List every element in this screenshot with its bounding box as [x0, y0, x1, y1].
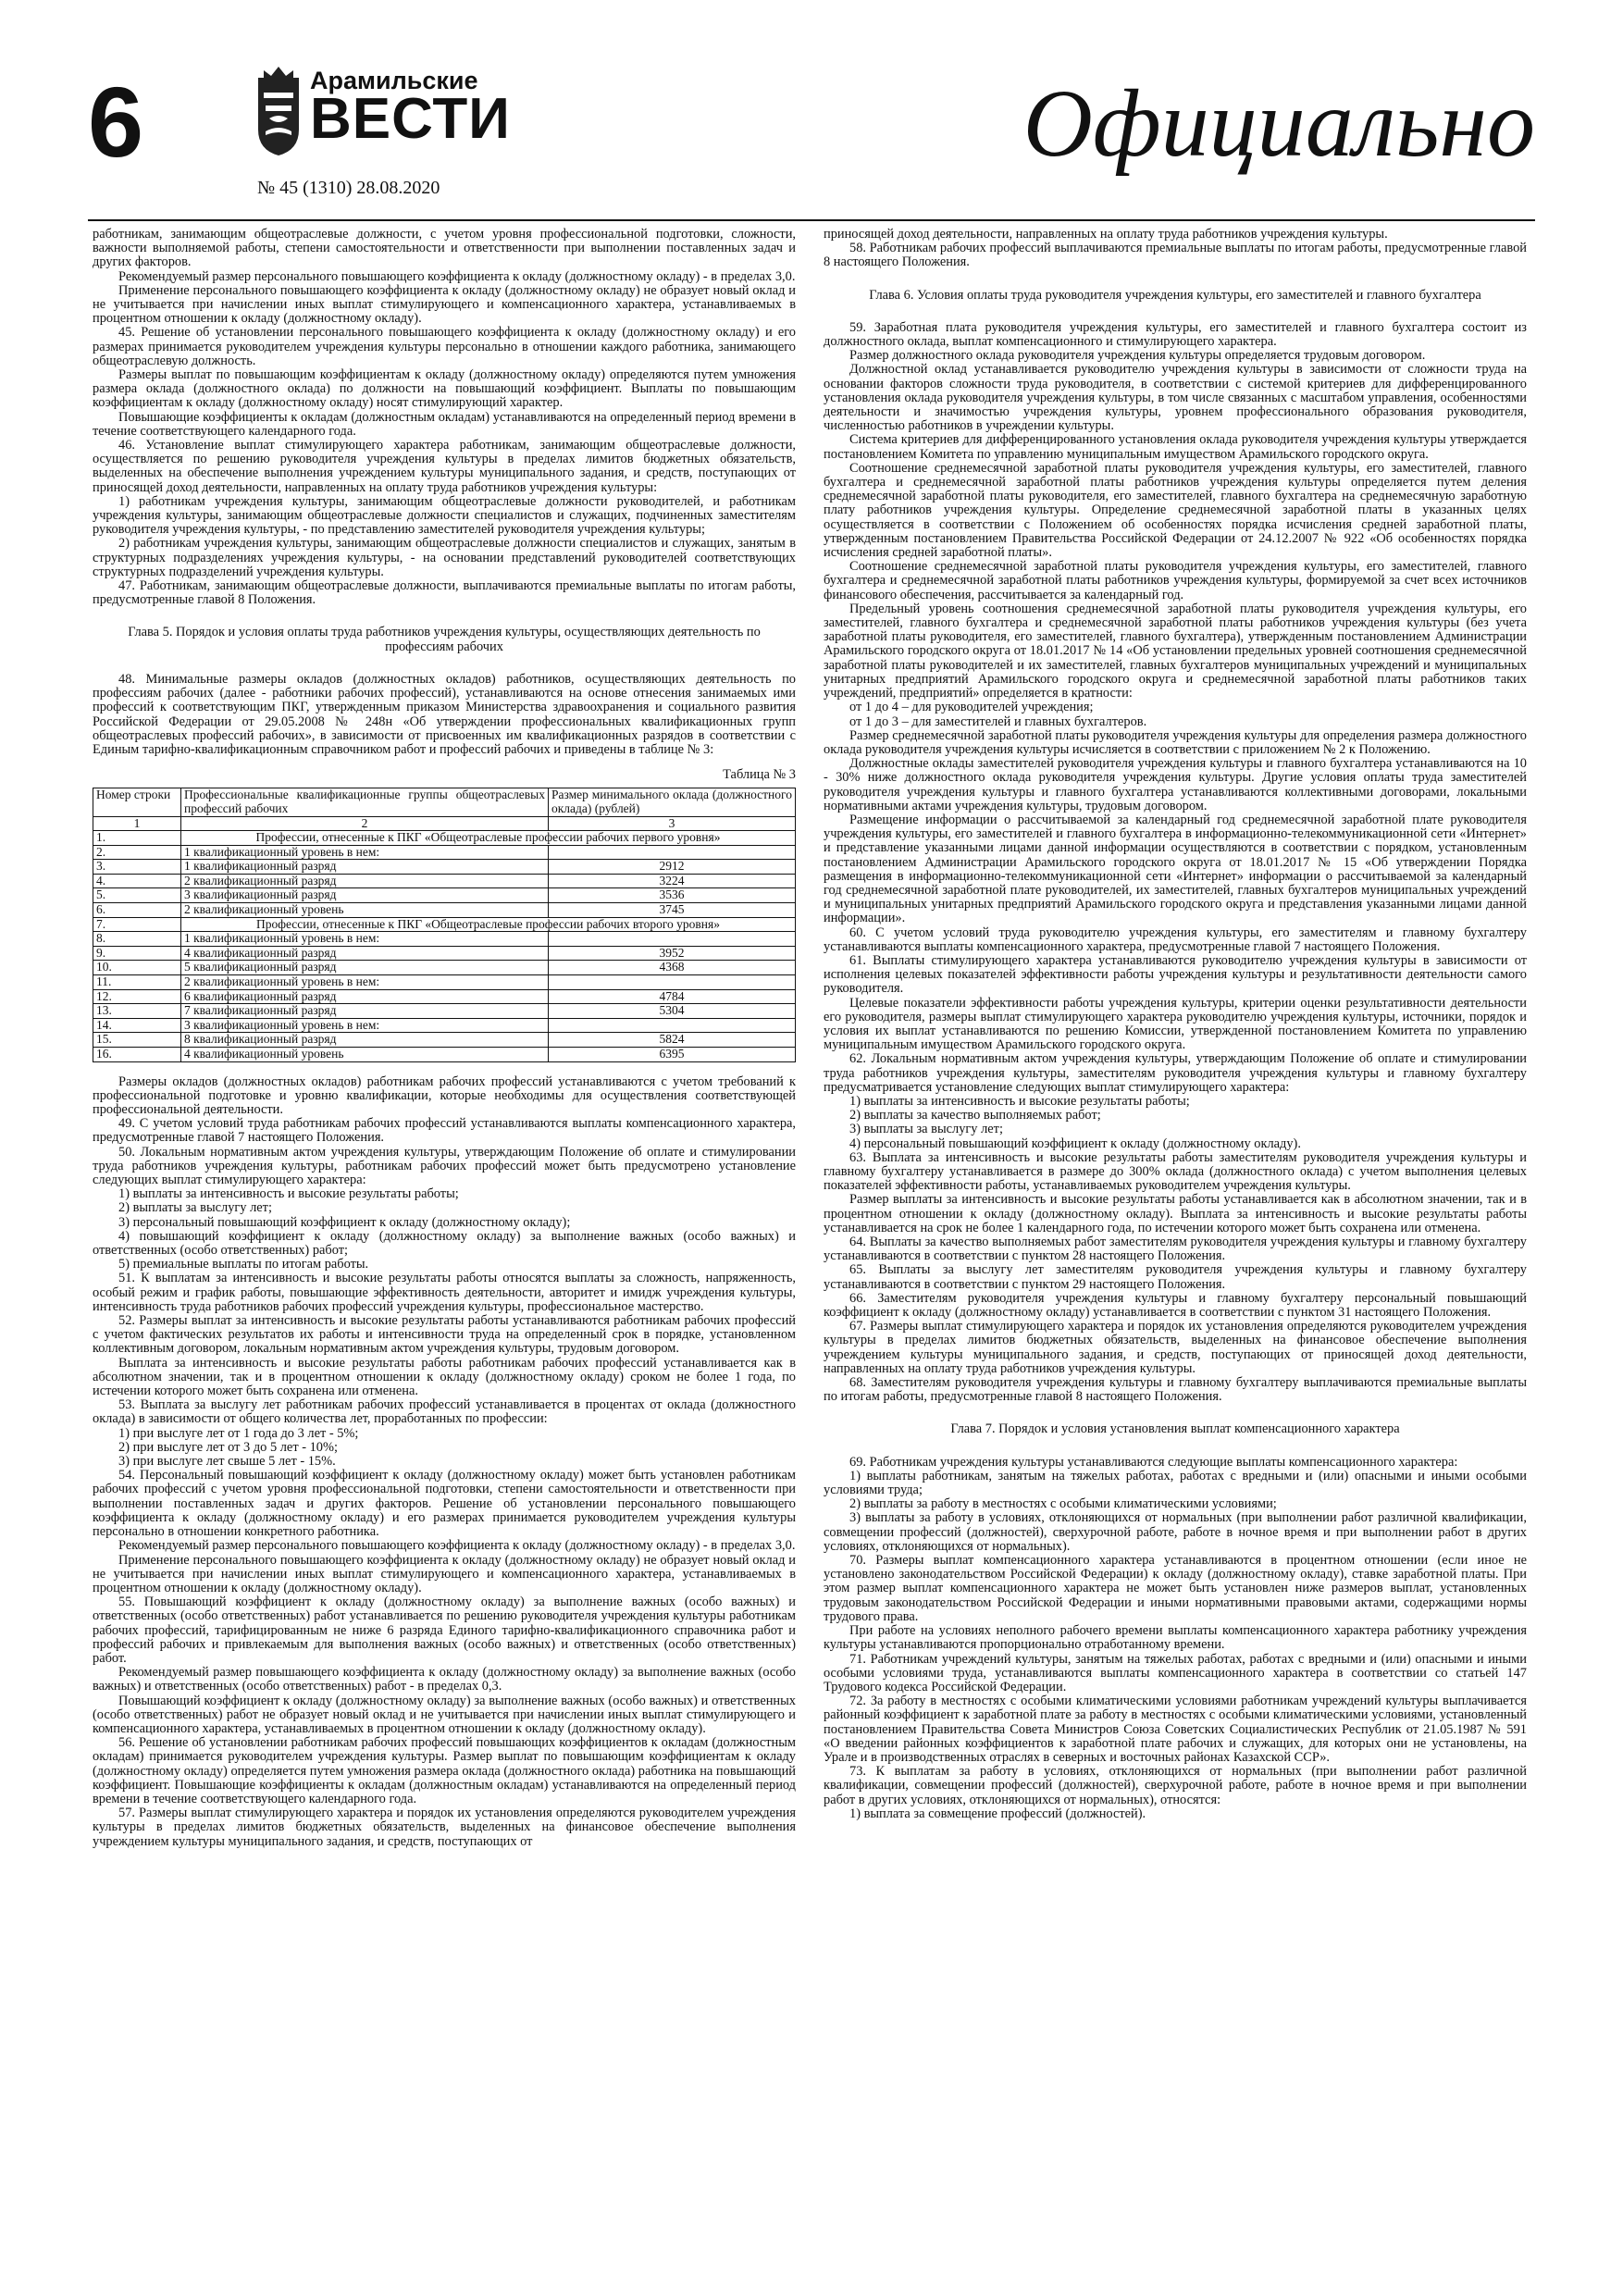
- table-index-row: [93, 816, 796, 831]
- paragraph: 1) выплаты за интенсивность и высокие результаты работы;: [849, 1093, 1190, 1109]
- table-cell: Профессии, отнесенные к ПКГ «Общеотраслевые профессии рабочих первого уровня»: [181, 831, 796, 846]
- paragraph: Применение персонального повышающего коэффициента к окладу (должностному окладу) не образует новый оклад и не учитывается при начислении иных выплат стимулирующего и компенсационного характера, устанавливаемых в процентном отношении к окладу (должностному окладу).: [93, 282, 796, 327]
- table-cell: 4784: [549, 989, 796, 1004]
- paragraph: приносящей доход деятельности, направленных на оплату труда работников учреждения культуры.: [824, 228, 1388, 242]
- paragraph: 1) при выслуге лет от 1 года до 3 лет - 5%;: [118, 1425, 359, 1441]
- paragraph: 2) выплаты за выслугу лет;: [118, 1200, 272, 1216]
- section-title: Официально: [1022, 70, 1535, 177]
- paragraph: 63. Выплата за интенсивность и высокие результаты работы заместителям руководителя учреждения культуры и главному бухгалтеру устанавливается в размере до 300% оклада (должностного оклада) с учетом выполнения целевых показателей эффективности работы, устанавливаемых руководителем учреждения культуры.: [824, 1149, 1527, 1194]
- table-row: [93, 961, 796, 975]
- table-cell: 3952: [549, 946, 796, 961]
- paragraph: 68. Заместителям руководителя учреждения культуры и главному бухгалтеру выплачиваются премиальные выплаты по итогам работы, предусмотренные главой 8 настоящего Положения.: [824, 1375, 1527, 1405]
- paragraph: 1) выплаты за интенсивность и высокие результаты работы;: [118, 1186, 459, 1202]
- table-row: [93, 989, 796, 1004]
- paragraph: 57. Размеры выплат стимулирующего характера и порядок их установления определяются руководителем учреждения культуры в пределах лимитов бюджетных обязательств, выделенных на финансовое обеспечение выполнения учреждением культуры муниципального задания, и средств, поступающих от: [93, 1806, 796, 1849]
- table-cell: 15.: [93, 1033, 181, 1048]
- paragraph: При работе на условиях неполного рабочего времени выплаты компенсационного характера работнику учреждения культуры устанавливаются пропорционально отработанному времени.: [824, 1623, 1527, 1653]
- paragraph: Целевые показатели эффективности работы учреждения культуры, критерии оценки результативности деятельности его руководителя, размеры выплат стимулирующего характера руководителю учреждения культуры, источники, порядок и условия их выплат устанавливаются по решению Комиссии, утвержденной постановлением Комитета по управлению муниципальным имуществом Арамильского городского округа.: [824, 995, 1527, 1053]
- table-row: [93, 1004, 796, 1019]
- right-paragraphs-b: [824, 321, 1527, 1405]
- paragraph: Размер среднемесячной заработной платы руководителя учреждения культуры для определения размера должностного оклада руководителя учреждения культуры исчисляется в соответствии с приложением № 2 к Положению.: [824, 727, 1527, 757]
- table-cell: 8 квалификационный разряд: [181, 1033, 549, 1048]
- table-cell: [549, 845, 796, 860]
- paragraph: Соотношение среднемесячной заработной платы руководителя учреждения культуры, его заместителей, главного бухгалтера и среднемесячной заработной платы работников учреждения культуры, формируемой за счет всех источников финансового обеспечения, рассчитывается за календарный год.: [824, 559, 1527, 602]
- brand-title: ВЕСТИ: [310, 87, 511, 151]
- table-cell: 5824: [549, 1033, 796, 1048]
- table-cell: 3224: [549, 874, 796, 888]
- paragraph: Предельный уровень соотношения среднемесячной заработной платы руководителя учреждения культуры, его заместителей, главного бухгалтера и среднемесячной заработной платы работников учреждения культуры (без учета заработной платы руководителя, его заместителей, главного бухгалтера), утвержденным постановлением Администрации Арамильского городского округа от 18.01.2017 № 14 «Об установлении предельных уровней соотношения среднемесячной заработной платы руководителей и их заместителей, главных бухгалтеров муниципальных учреждений и муниципальных унитарных предприятий Арамильского городского округа и среднемесячной заработной платы работников таких учреждений, предприятий» определяется в кратности:: [824, 601, 1527, 701]
- paragraph: Размеры выплат по повышающим коэффициентам к окладу (должностному окладу) определяются путем умножения размера оклада (должностного оклада) по должности на повышающий коэффициент. Выплаты по повышающим коэффициентам к окладу (должностному окладу) носят стимулирующий характер.: [93, 367, 796, 411]
- table-row: [93, 975, 796, 990]
- paragraph: 48. Минимальные размеры окладов (должностных окладов) работников, осуществляющих деятельность по профессиям рабочих (далее - работники рабочих профессий), устанавливаются на основе отнесения занимаемых ими профессий к соответствующим ПКГ, утвержденным приказом Министерства здравоохранения и социального развития Российской Федерации от 29.05.2008 № 248н «Об утверждении профессиональных квалификационных групп общеотраслевых профессий рабочих», в зависимости от присвоенных им квалификационных разрядов в соответствии с Единым тарифно-квалификационным справочником работ и профессий рабочих и приведены в таблице № 3:: [93, 671, 796, 757]
- chapter-7-heading: Глава 7. Порядок и условия установления выплат компенсационного характера: [950, 1421, 1400, 1437]
- paragraph: 45. Решение об установлении персонального повышающего коэффициента к окладу (должностному окладу) и его размерах принимается руководителем учреждения культуры персонально в отношении каждого работника, занимающего общеотраслевую должность.: [93, 325, 796, 368]
- paragraph: 62. Локальным нормативным актом учреждения культуры, утверждающим Положение об оплате и стимулировании труда работников учреждения культуры, заместителям руководителя учреждения культуры и главному бухгалтеру предусматривается установление следующих выплат стимулирующего характера:: [824, 1051, 1527, 1095]
- paragraph: 2) выплаты за качество выполняемых работ;: [849, 1108, 1101, 1123]
- table-cell: 2912: [549, 860, 796, 875]
- paragraph: Повышающие коэффициенты к окладам (должностным окладам) устанавливаются на определенный период времени в течение соответствующего календарного года.: [93, 409, 796, 439]
- table-cell: 4368: [549, 961, 796, 975]
- table-row: [93, 903, 796, 918]
- paragraph: 1) работникам учреждения культуры, занимающим общеотраслевые должности руководителей, и работникам учреждения культуры, занимающим общеотраслевые должности специалистов и служащих, подчиненных заместителям руководителя учреждения культуры, - по представлению заместителей руководителя учреждения культуры;: [93, 493, 796, 538]
- paragraph: 50. Локальным нормативным актом учреждения культуры, утверждающим Положение об оплате и стимулировании труда работников учреждения культуры, работникам рабочих профессий может быть предусмотрено установление следующих выплат стимулирующего характера:: [93, 1144, 796, 1188]
- table-cell: 8.: [93, 932, 181, 947]
- table-cell: 6 квалификационный разряд: [181, 989, 549, 1004]
- paragraph: 54. Персональный повышающий коэффициент к окладу (должностному окладу) может быть установлен работникам рабочих профессий с учетом уровня профессиональной подготовки, степени самостоятельности и ответственности при выполнении поставленных задач и других факторов. Решение об установлении персонального повышающего коэффициента к окладу (должностному окладу) и его размерах принимается руководителем учреждения культуры персонально в отношении конкретного работника.: [93, 1468, 796, 1540]
- paragraph: Размер должностного оклада руководителя учреждения культуры определяется трудовым договором.: [849, 348, 1426, 364]
- table-cell: 1.: [93, 831, 181, 846]
- paragraph: 66. Заместителям руководителя учреждения культуры и главному бухгалтеру персональный повышающий коэффициент к окладу (должностному окладу) устанавливается в соответствии с пунктом 31 настоящего Положения.: [824, 1290, 1527, 1321]
- issue-info: № 45 (1310) 28.08.2020: [257, 178, 440, 198]
- paragraph: от 1 до 4 – для руководителей учреждения;: [849, 700, 1094, 715]
- table-cell: 1 квалификационный уровень в нем:: [181, 845, 549, 860]
- paragraph: 2) работникам учреждения культуры, занимающим общеотраслевые должности специалистов и служащих, занятым в структурных подразделениях учреждения культуры, - на основании представлений руководителей соответствующих структурных подразделений учреждения культуры.: [93, 536, 796, 579]
- paragraph: 3) при выслуге лет свыше 5 лет - 15%.: [118, 1454, 336, 1470]
- table-header-cell: Профессиональные квалификационные группы общеотраслевых профессий рабочих: [181, 788, 549, 816]
- table-cell: 3 квалификационный разряд: [181, 888, 549, 903]
- table-cell: 13.: [93, 1004, 181, 1019]
- paragraph: Выплата за интенсивность и высокие результаты работы работникам рабочих профессий устанавливается как в абсолютном значении, так и в процентном отношении к окладу (должностному окладу) сроком не более 1 года, по истечении которого может быть сохранена или отменена.: [93, 1355, 796, 1399]
- left-paragraphs-a: [93, 228, 796, 607]
- paragraph: 51. К выплатам за интенсивность и высокие результаты работы относятся выплаты за сложность, напряженность, особый режим и график работы, повышающие эффективность деятельности, авторитет и имидж учреждения культуры, интенсивность труда работников рабочих профессий учреждения культуры, профессиональное мастерство.: [93, 1271, 796, 1314]
- chapter-6-heading: Глава 6. Условия оплаты труда руководителя учреждения культуры, его заместителей и главного бухгалтера: [869, 287, 1481, 303]
- table-header-row: [93, 788, 796, 816]
- table-row: [93, 932, 796, 947]
- paragraph: 5) премиальные выплаты по итогам работы.: [118, 1257, 369, 1272]
- paragraph: Размеры окладов (должностных окладов) работникам рабочих профессий устанавливаются с учетом требований к профессиональной подготовке и уровню квалификации, которые необходимы для осуществления соответствующей профессиональной деятельности.: [93, 1074, 796, 1117]
- table-cell: 6.: [93, 903, 181, 918]
- table-cell: 16.: [93, 1048, 181, 1062]
- left-paragraphs-c: [93, 1075, 796, 1849]
- table-row: [93, 860, 796, 875]
- salary-table: [93, 788, 796, 1061]
- table-cell: 7.: [93, 917, 181, 932]
- paragraph: Применение персонального повышающего коэффициента к окладу (должностному окладу) не образует новый оклад и не учитывается при начислении иных выплат стимулирующего и компенсационного характера, устанавливаемых в процентном отношении к окладу (должностному окладу).: [93, 1552, 796, 1595]
- table-cell: 4.: [93, 874, 181, 888]
- paragraph: Рекомендуемый размер повышающего коэффициента к окладу (должностному окладу) за выполнение важных (особо важных) и ответственных (особо ответственных) работ - в пределах 0,3.: [93, 1665, 796, 1694]
- table-header-cell: Номер строки: [93, 788, 181, 816]
- table-row: [93, 1048, 796, 1062]
- table-cell: 2 квалификационный разряд: [181, 874, 549, 888]
- table-row: [93, 831, 796, 846]
- table-cell: 3745: [549, 903, 796, 918]
- table-cell: 1 квалификационный уровень в нем:: [181, 932, 549, 947]
- page-number: 6: [88, 66, 144, 178]
- table-cell: 2.: [93, 845, 181, 860]
- right-paragraphs-c: [824, 1456, 1527, 1821]
- paragraph: 73. К выплатам за работу в условиях, отклоняющихся от нормальных (при выполнении работ различной квалификации, совмещении профессий (должностей), сверхурочной работе, работе в ночное время и при выполнении работ в других условиях, отклоняющихся от нормальных), относятся:: [824, 1764, 1527, 1807]
- paragraph: 56. Решение об установлении работникам рабочих профессий повышающих коэффициентов к окладам (должностным окладам) принимается руководителем учреждения культуры. Размер выплат по повышающим коэффициентам к окладу (должностному окладу) определяется путем умножения размера оклада (должностного оклада) работника на повышающий коэффициент. Повышающие коэффициенты к окладам (должностным окладам) устанавливаются на определенный период времени в течение соответствующего календарного года.: [93, 1735, 796, 1806]
- masthead: [88, 48, 1535, 196]
- table-cell: 5.: [93, 888, 181, 903]
- table-cell: 3: [549, 816, 796, 831]
- paragraph: 4) повышающий коэффициент к окладу (должностному окладу) за выполнение важных (особо важных) и ответственных (особо ответственных) работ;: [93, 1228, 796, 1259]
- paragraph: 70. Размеры выплат компенсационного характера устанавливаются в процентном отношении (если иное не установлено законодательством Российской Федерации) к окладу (должностному окладу), ставке заработной платы. При этом размер выплат компенсационного характера не может быть установлен ниже размеров выплат, установленных трудовым законодательством Российской Федерации и иными нормативными правовыми актами, содержащими нормы трудового права.: [824, 1553, 1527, 1624]
- paragraph: 61. Выплаты стимулирующего характера устанавливаются руководителю учреждения культуры в зависимости от исполнения целевых показателей эффективности работы учреждения культуры и результативности деятельности самого руководителя.: [824, 952, 1527, 997]
- table-caption: Таблица № 3: [723, 767, 796, 783]
- paragraph: от 1 до 3 – для заместителей и главных бухгалтеров.: [849, 714, 1147, 729]
- paragraph: 53. Выплата за выслугу лет работникам рабочих профессий устанавливается в процентах от оклада (должностного оклада) в зависимости от общего количества лет, проработанных по профессии:: [93, 1397, 796, 1427]
- table-header-cell: Размер минимального оклада (должностного оклада) (рублей): [549, 788, 796, 816]
- paragraph: 71. Работникам учреждений культуры, занятым на тяжелых работах, работах с вредными и (или) опасными и иными особыми условиями труда, устанавливаются выплаты компенсационного характера в соответствии со статьей 147 Трудового кодекса Российской Федерации.: [824, 1651, 1527, 1694]
- right-column: [824, 228, 1527, 2264]
- paragraph: Соотношение среднемесячной заработной платы руководителя учреждения культуры, его заместителей, главного бухгалтера и среднемесячной заработной платы работников учреждения культуры определяется путем деления среднемесячной заработной платы руководителя, его заместителей, главного бухгалтера на среднемесячную заработную плату работников учреждения культуры. Определение среднемесячной заработной платы в указанных целях осуществляется в соответствии с Положением об особенностях порядка исчисления средней заработной платы, утвержденным постановлением Правительства Российской Федерации от 24.12.2007 № 922 «Об особенностях порядка исчисления средней заработной платы».: [824, 460, 1527, 561]
- paragraph: Рекомендуемый размер персонального повышающего коэффициента к окладу (должностному окладу) - в пределах 3,0.: [118, 1538, 796, 1554]
- paragraph: 49. С учетом условий труда работникам рабочих профессий устанавливаются выплаты компенсационного характера, предусмотренные главой 7 настоящего Положения.: [93, 1116, 796, 1146]
- table-cell: 3 квалификационный уровень в нем:: [181, 1018, 549, 1033]
- table-row: [93, 888, 796, 903]
- table-cell: [549, 1018, 796, 1033]
- table-row: [93, 874, 796, 888]
- table-cell: 11.: [93, 975, 181, 990]
- paragraph: 2) выплаты за работу в местностях с особыми климатическими условиями;: [849, 1496, 1277, 1512]
- paragraph: 3) выплаты за выслугу лет;: [849, 1122, 1003, 1137]
- paragraph: 2) при выслуге лет от 3 до 5 лет - 10%;: [118, 1439, 338, 1455]
- table-cell: 5 квалификационный разряд: [181, 961, 549, 975]
- paragraph: 60. С учетом условий труда руководителю учреждения культуры, его заместителям и главному бухгалтеру устанавливаются выплаты компенсационного характера, предусмотренные главой 7 настоящего Положения.: [824, 925, 1527, 954]
- table-cell: 4 квалификационный уровень: [181, 1048, 549, 1062]
- table-cell: 3536: [549, 888, 796, 903]
- table-cell: 6395: [549, 1048, 796, 1062]
- paragraph: 46. Установление выплат стимулирующего характера работникам, занимающим общеотраслевые должности, осуществляется по решению руководителя учреждения культуры в пределах лимитов бюджетных обязательств, выделенных на обеспечение выполнения учреждением культуры муниципального задания, и средств, поступающих от приносящей доход деятельности, направленных на оплату труда работников учреждения культуры:: [93, 438, 796, 495]
- paragraph: 72. За работу в местностях с особыми климатическими условиями работникам учреждений культуры выплачивается районный коэффициент к заработной плате за работу в местностях с особыми климатическими условиями, установленный постановлением Правительства Совета Министров Союза Советских Социалистических Республик от 21.05.1987 № 591 «О введении районных коэффициентов к заработной плате рабочих и служащих, для которых они не установлены, на Урале и в производственных отраслях в северных и восточных районах Казахской ССР».: [824, 1694, 1527, 1765]
- paragraph: 58. Работникам рабочих профессий выплачиваются премиальные выплаты по итогам работы, предусмотренные главой 8 настоящего Положения.: [824, 241, 1527, 270]
- table-cell: 3.: [93, 860, 181, 875]
- coat-of-arms-icon: [254, 65, 303, 157]
- table-cell: 5304: [549, 1004, 796, 1019]
- paragraph: Повышающий коэффициент к окладу (должностному окладу) за выполнение важных (особо важных) и ответственных (особо ответственных) работ не образует новый оклад и не учитывается при начислении иных выплат стимулирующего и компенсационного характера, устанавливаемых в процентном отношении к окладу (должностному окладу).: [93, 1693, 796, 1736]
- table-row: [93, 917, 796, 932]
- paragraph: Размер выплаты за интенсивность и высокие результаты работы устанавливается как в абсолютном значении, так и в процентном отношении к окладу (должностному окладу). Выплата за интенсивность и высокие результаты работы устанавливается на срок не более 1 календарного года, по истечении которого может быть сохранена или отменена.: [824, 1192, 1527, 1235]
- table-cell: [549, 932, 796, 947]
- table-cell: 1 квалификационный разряд: [181, 860, 549, 875]
- paragraph: 3) выплаты за работу в условиях, отклоняющихся от нормальных (при выполнении работ различной квалификации, совмещении профессий (должностей), сверхурочной работе, работе в ночное время и при выполнении работ в других условиях, отклоняющихся от нормальных).: [824, 1510, 1527, 1554]
- paragraph: 69. Работникам учреждения культуры устанавливаются следующие выплаты компенсационного характера:: [849, 1454, 1458, 1470]
- paragraph: 59. Заработная плата руководителя учреждения культуры, его заместителей и главного бухгалтера состоит из должностного оклада, выплат компенсационного и стимулирующего характера.: [824, 319, 1527, 350]
- brand-subtitle: Арамильские: [310, 67, 478, 94]
- paragraph: 52. Размеры выплат за интенсивность и высокие результаты работы устанавливаются работникам рабочих профессий с учетом фактических результатов их работы и интенсивности труда на определенный срок в порядке, установленном коллективным договором, локальным нормативным актом учреждения культуры, трудовым договором.: [93, 1313, 796, 1357]
- table-row: [93, 1033, 796, 1048]
- paragraph: 55. Повышающий коэффициент к окладу (должностному окладу) за выполнение важных (особо важных) и ответственных (особо ответственных) работ устанавливается по решению руководителя учреждения культуры работникам рабочих профессий, тарифицированным не ниже 6 разряда Единого тарифно-квалификационного справочника работ и профессий рабочих и привлекаемым для выполнения важных (особо важных) и ответственных (особо ответственных) работ.: [93, 1595, 796, 1666]
- paragraph: 3) персональный повышающий коэффициент к окладу (должностному окладу);: [118, 1214, 571, 1230]
- table-cell: 1: [93, 816, 181, 831]
- paragraph: 67. Размеры выплат стимулирующего характера и порядок их установления определяются руководителем учреждения культуры в пределах лимитов бюджетных обязательств, выделенных на финансовое обеспечение выполнения учреждением культуры муниципального задания, и средств, поступающих от приносящей доход деятельности, направленных на оплату труда работников учреждения культуры.: [824, 1319, 1527, 1376]
- left-column: [93, 228, 796, 2264]
- table-cell: 4 квалификационный разряд: [181, 946, 549, 961]
- paragraph: 1) выплата за совмещение профессий (должностей).: [849, 1806, 1146, 1821]
- paragraph: работникам, занимающим общеотраслевые должности, с учетом уровня профессиональной подготовки, сложности, важности выполняемой работы, степени самостоятельности и ответственности при выполнении поставленных задач и других факторов.: [93, 228, 796, 270]
- table-cell: 2 квалификационный уровень в нем:: [181, 975, 549, 990]
- table-row: [93, 946, 796, 961]
- table-cell: Профессии, отнесенные к ПКГ «Общеотраслевые профессии рабочих второго уровня»: [181, 917, 796, 932]
- table-row: [93, 845, 796, 860]
- table-cell: 9.: [93, 946, 181, 961]
- paragraph: Должностные оклады заместителей руководителя учреждения культуры и главного бухгалтера устанавливаются на 10 - 30% ниже должностного оклада руководителя учреждения культуры. Другие условия оплаты труда заместителей руководителя учреждения культуры и главного бухгалтера устанавливаются коллективными договорами, локальными нормативными актами учреждения культуры, трудовым договором.: [824, 756, 1527, 813]
- chapter-5-heading: Глава 5. Порядок и условия оплаты труда работников учреждения культуры, осуществляющих деятельность по профессиям рабочих: [128, 625, 761, 654]
- paragraph: 1) выплаты работникам, занятым на тяжелых работах, работах с вредными и (или) опасными и иными особыми условиями труда;: [824, 1468, 1527, 1498]
- table-cell: 2 квалификационный уровень: [181, 903, 549, 918]
- paragraph: Система критериев для дифференцированного установления оклада руководителя учреждения культуры утверждается постановлением Комитета по управлению муниципальным имуществом Арамильского городского округа.: [824, 432, 1527, 462]
- paragraph: Размещение информации о рассчитываемой за календарный год среднемесячной заработной плате руководителя учреждения культуры, его заместителей и главного бухгалтера в информационно-телекоммуникационной сети «Интернет» и представление указанными лицами данной информации осуществляются в соответствии с порядком, установленным постановлением Администрации Арамильского городского округа от 18.01.2017 № 15 «Об утверждении Порядка размещения в информационно-телекоммуникационной сети «Интернет» информации о рассчитываемой за календарный год среднемесячной заработной плате руководителей, их заместителей, главных бухгалтеров муниципальных учреждений и муниципальных унитарных предприятий Арамильского городского округа и представления указанными лицами данной информации».: [824, 812, 1527, 926]
- table-row: [93, 1018, 796, 1033]
- table-cell: 2: [181, 816, 549, 831]
- table-cell: 14.: [93, 1018, 181, 1033]
- table-cell: 12.: [93, 989, 181, 1004]
- paragraph: Рекомендуемый размер персонального повышающего коэффициента к окладу (должностному окладу) - в пределах 3,0.: [118, 268, 796, 284]
- paragraph: 4) персональный повышающий коэффициент к окладу (должностному окладу).: [849, 1136, 1301, 1151]
- table-cell: [549, 975, 796, 990]
- table-cell: 10.: [93, 961, 181, 975]
- table-cell: 7 квалификационный разряд: [181, 1004, 549, 1019]
- header-divider: [88, 219, 1535, 221]
- paragraph: Должностной оклад устанавливается руководителю учреждения культуры в зависимости от сложности труда на основании факторов сложности труда руководителя, в соответствии с системой критериев для дифференцированного установления оклада руководителя учреждения культуры, в том числе связанных с масштабом управления, особенностями деятельности и значимостью учреждения культуры, уровнем профессионального образования руководителя, численностью работников в учреждении культуры.: [824, 362, 1527, 434]
- paragraph: 65. Выплаты за выслугу лет заместителям руководителя учреждения культуры и главному бухгалтеру устанавливаются в соответствии с пунктом 29 настоящего Положения.: [824, 1262, 1527, 1292]
- paragraph: 47. Работникам, занимающим общеотраслевые должности, выплачиваются премиальные выплаты по итогам работы, предусмотренные главой 8 Положения.: [93, 578, 796, 608]
- paragraph: 64. Выплаты за качество выполняемых работ заместителям руководителя учреждения культуры и главному бухгалтеру устанавливаются в соответствии с пунктом 28 настоящего Положения.: [824, 1235, 1527, 1264]
